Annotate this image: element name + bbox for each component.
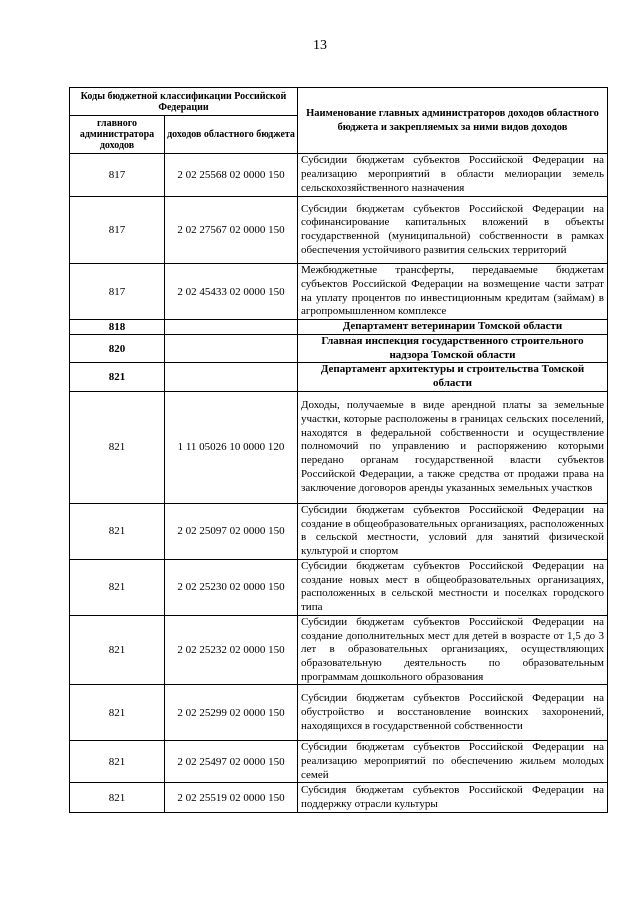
admin-code-cell: 817 [70, 264, 165, 320]
admin-code-cell: 821 [70, 685, 165, 741]
department-name-cell: Департамент ветеринарии Томской области [298, 320, 608, 335]
department-row [70, 363, 608, 391]
income-name-cell: Субсидии бюджетам субъектов Российской Федерации на обустройство и восстановление воинских захоронений, находящихся в государственной собственности [298, 685, 608, 741]
admin-code-cell: 821 [70, 559, 165, 615]
income-code-cell: 2 02 25232 02 0000 150 [165, 615, 298, 685]
table-row [70, 197, 608, 264]
income-code-cell: 1 11 05026 10 0000 120 [165, 391, 298, 503]
department-row [70, 335, 608, 363]
income-code-cell: 2 02 25519 02 0000 150 [165, 783, 298, 813]
admin-code-cell: 821 [70, 503, 165, 559]
income-name-cell: Субсидии бюджетам субъектов Российской Федерации на софинансирование капитальных вложений в объекты государственной (муниципальной) собственности в рамках обеспечения устойчивого развития сельских территорий [298, 197, 608, 264]
admin-code-cell: 821 [70, 363, 165, 391]
table-row [70, 615, 608, 685]
admin-code-cell: 821 [70, 615, 165, 685]
department-name-cell: Департамент архитектуры и строительства Томской области [298, 363, 608, 391]
income-name-cell: Субсидия бюджетам субъектов Российской Федерации на поддержку отрасли культуры [298, 783, 608, 813]
admin-code-cell: 821 [70, 391, 165, 503]
header-codes-group: Коды бюджетной классификации Российской Федерации [70, 88, 298, 116]
income-code-cell [165, 320, 298, 335]
income-name-cell: Субсидии бюджетам субъектов Российской Федерации на создание новых мест в общеобразовательных организациях, расположенных в сельской местности и поселках городского типа [298, 559, 608, 615]
admin-code-cell: 821 [70, 741, 165, 783]
income-code-cell [165, 363, 298, 391]
table-row [70, 741, 608, 783]
header-admin-col: главного администратора доходов [70, 116, 165, 154]
admin-code-cell: 817 [70, 197, 165, 264]
income-code-cell: 2 02 45433 02 0000 150 [165, 264, 298, 320]
page-number: 13 [313, 38, 327, 53]
department-row [70, 320, 608, 335]
table-row [70, 685, 608, 741]
table-row [70, 503, 608, 559]
table-row [70, 783, 608, 813]
income-code-cell: 2 02 25497 02 0000 150 [165, 741, 298, 783]
income-name-cell: Субсидии бюджетам субъектов Российской Федерации на реализацию мероприятий в области мелиорации земель сельскохозяйственного назначения [298, 154, 608, 197]
income-code-cell: 2 02 25230 02 0000 150 [165, 559, 298, 615]
table-row [70, 264, 608, 320]
admin-code-cell: 820 [70, 335, 165, 363]
income-name-cell: Доходы, получаемые в виде арендной платы за земельные участки, которые расположены в границах сельских поселений, находятся в федеральной собственности и осуществление полномочий по управлению и распоряжению которыми передано органам государственной власти субъектов Российской Федерации, а также средства от продажи права на заключение договоров аренды указанных земельных участков [298, 391, 608, 503]
budget-codes-table [69, 87, 608, 813]
income-name-cell: Субсидии бюджетам субъектов Российской Федерации на создание в общеобразовательных организациях, расположенных в сельской местности, условий для занятий физической культурой и спортом [298, 503, 608, 559]
income-code-cell: 2 02 27567 02 0000 150 [165, 197, 298, 264]
table-row [70, 559, 608, 615]
income-code-cell: 2 02 25568 02 0000 150 [165, 154, 298, 197]
admin-code-cell: 817 [70, 154, 165, 197]
income-code-cell: 2 02 25299 02 0000 150 [165, 685, 298, 741]
income-code-cell [165, 335, 298, 363]
income-name-cell: Субсидии бюджетам субъектов Российской Федерации на создание дополнительных мест для детей в возрасте от 1,5 до 3 лет в образовательных организациях, осуществляющих образовательную деятельность по образовательным программам дошкольного образования [298, 615, 608, 685]
table-row [70, 154, 608, 197]
income-name-cell: Межбюджетные трансферты, передаваемые бюджетам субъектов Российской Федерации на возмещение части затрат на уплату процентов по инвестиционным кредитам (займам) в агропромышленном комплексе [298, 264, 608, 320]
department-name-cell: Главная инспекция государственного строительного надзора Томской области [298, 335, 608, 363]
admin-code-cell: 821 [70, 783, 165, 813]
income-name-cell: Субсидии бюджетам субъектов Российской Федерации на реализацию мероприятий по обеспечению жильем молодых семей [298, 741, 608, 783]
table-body [70, 154, 608, 813]
income-code-cell: 2 02 25097 02 0000 150 [165, 503, 298, 559]
table-row [70, 391, 608, 503]
admin-code-cell: 818 [70, 320, 165, 335]
header-income-col: доходов областного бюджета [165, 116, 298, 154]
header-name-col: Наименование главных администраторов доходов областного бюджета и закрепляемых за ними видов доходов [298, 88, 608, 154]
